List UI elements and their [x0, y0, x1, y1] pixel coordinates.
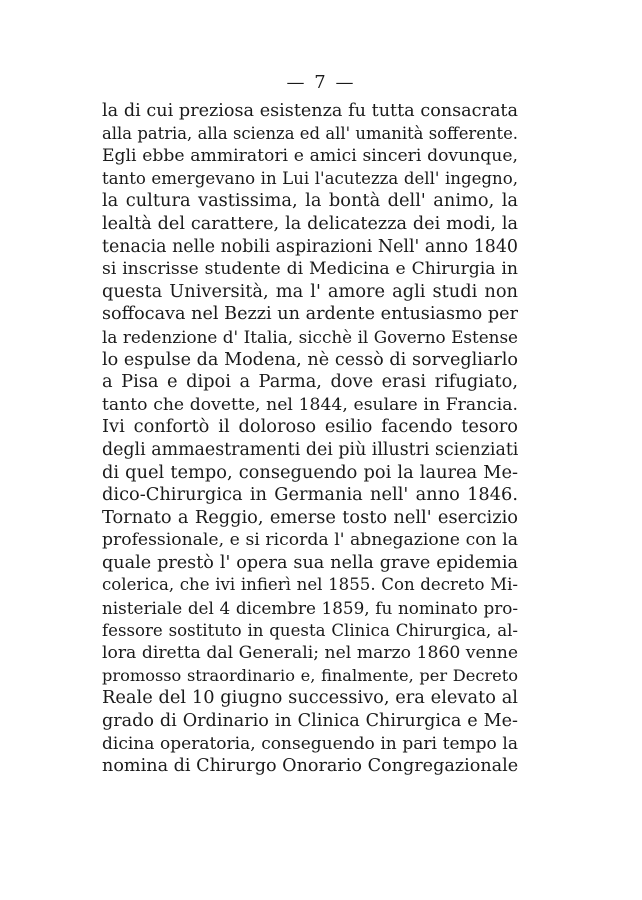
text-line: nomina di Chirurgo Onorario Congregazionale	[102, 756, 518, 777]
text-line: grado di Ordinario in Clinica Chirurgica e Me-	[102, 711, 518, 732]
text-line: la cultura vastissima, la bontà dell' animo, la	[102, 190, 518, 212]
text-line: questa Università, ma l' amore agli studi non	[102, 280, 518, 302]
body-text	[102, 100, 518, 778]
text-line: lora diretta dal Generali; nel marzo 1860 venne	[102, 643, 518, 664]
text-line: di quel tempo, conseguendo poi la laurea Me-	[102, 461, 518, 483]
text-line: degli ammaestramenti dei più illustri scienziati	[102, 439, 518, 460]
text-line: Reale del 10 giugno successivo, era elevato al	[102, 687, 518, 709]
text-line: dico-Chirurgica in Germania nell' anno 1846.	[102, 484, 518, 506]
text-line: si inscrisse studente di Medicina e Chirurgia in	[102, 259, 518, 280]
text-line: Egli ebbe ammiratori e amici sinceri dovunque,	[102, 146, 518, 167]
text-line: la redenzione d' Italia, sicchè il Governo Estense	[102, 326, 518, 347]
text-line: nisteriale del 4 dicembre 1859, fu nominato pro-	[102, 598, 518, 619]
text-line: a Pisa e dipoi a Parma, dove erasi rifugiato,	[102, 371, 518, 393]
text-line: lo espulse da Modena, nè cessò di sorvegliarlo	[102, 349, 518, 370]
text-line: tenacia nelle nobili aspirazioni Nell' anno 1840	[102, 236, 518, 257]
text-line: promosso straordinario e, finalmente, per Decreto	[102, 665, 518, 685]
text-line: tanto che dovette, nel 1844, esulare in Francia.	[102, 394, 518, 415]
text-line: lealtà del carattere, la delicatezza dei modi, la	[102, 213, 518, 234]
text-line: professionale, e si ricorda l' abnegazione con la	[102, 530, 518, 551]
text-line: quale prestò l' opera sua nella grave epidemia	[102, 552, 518, 573]
text-line: colerica, che ivi infierì nel 1855. Con decreto Mi-	[102, 575, 518, 595]
text-line: Ivi confortò il doloroso esilio facendo tesoro	[102, 416, 518, 438]
text-line: tanto emergevano in Lui l'acutezza dell' ingegno,	[102, 168, 518, 188]
text-line: soffocava nel Bezzi un ardente entusiasmo per	[102, 304, 518, 325]
text-line: la di cui preziosa esistenza fu tutta consacrata	[102, 101, 518, 121]
text-line: fessore sostituto in questa Clinica Chirurgica, al-	[102, 620, 518, 640]
text-line: alla patria, alla scienza ed all' umanità sofferente.	[102, 123, 518, 143]
text-line: dicina operatoria, conseguendo in pari tempo la	[102, 733, 518, 754]
page-number: — 7 —	[286, 72, 356, 93]
text-line: Tornato a Reggio, emerse tosto nell' esercizio	[102, 506, 518, 528]
